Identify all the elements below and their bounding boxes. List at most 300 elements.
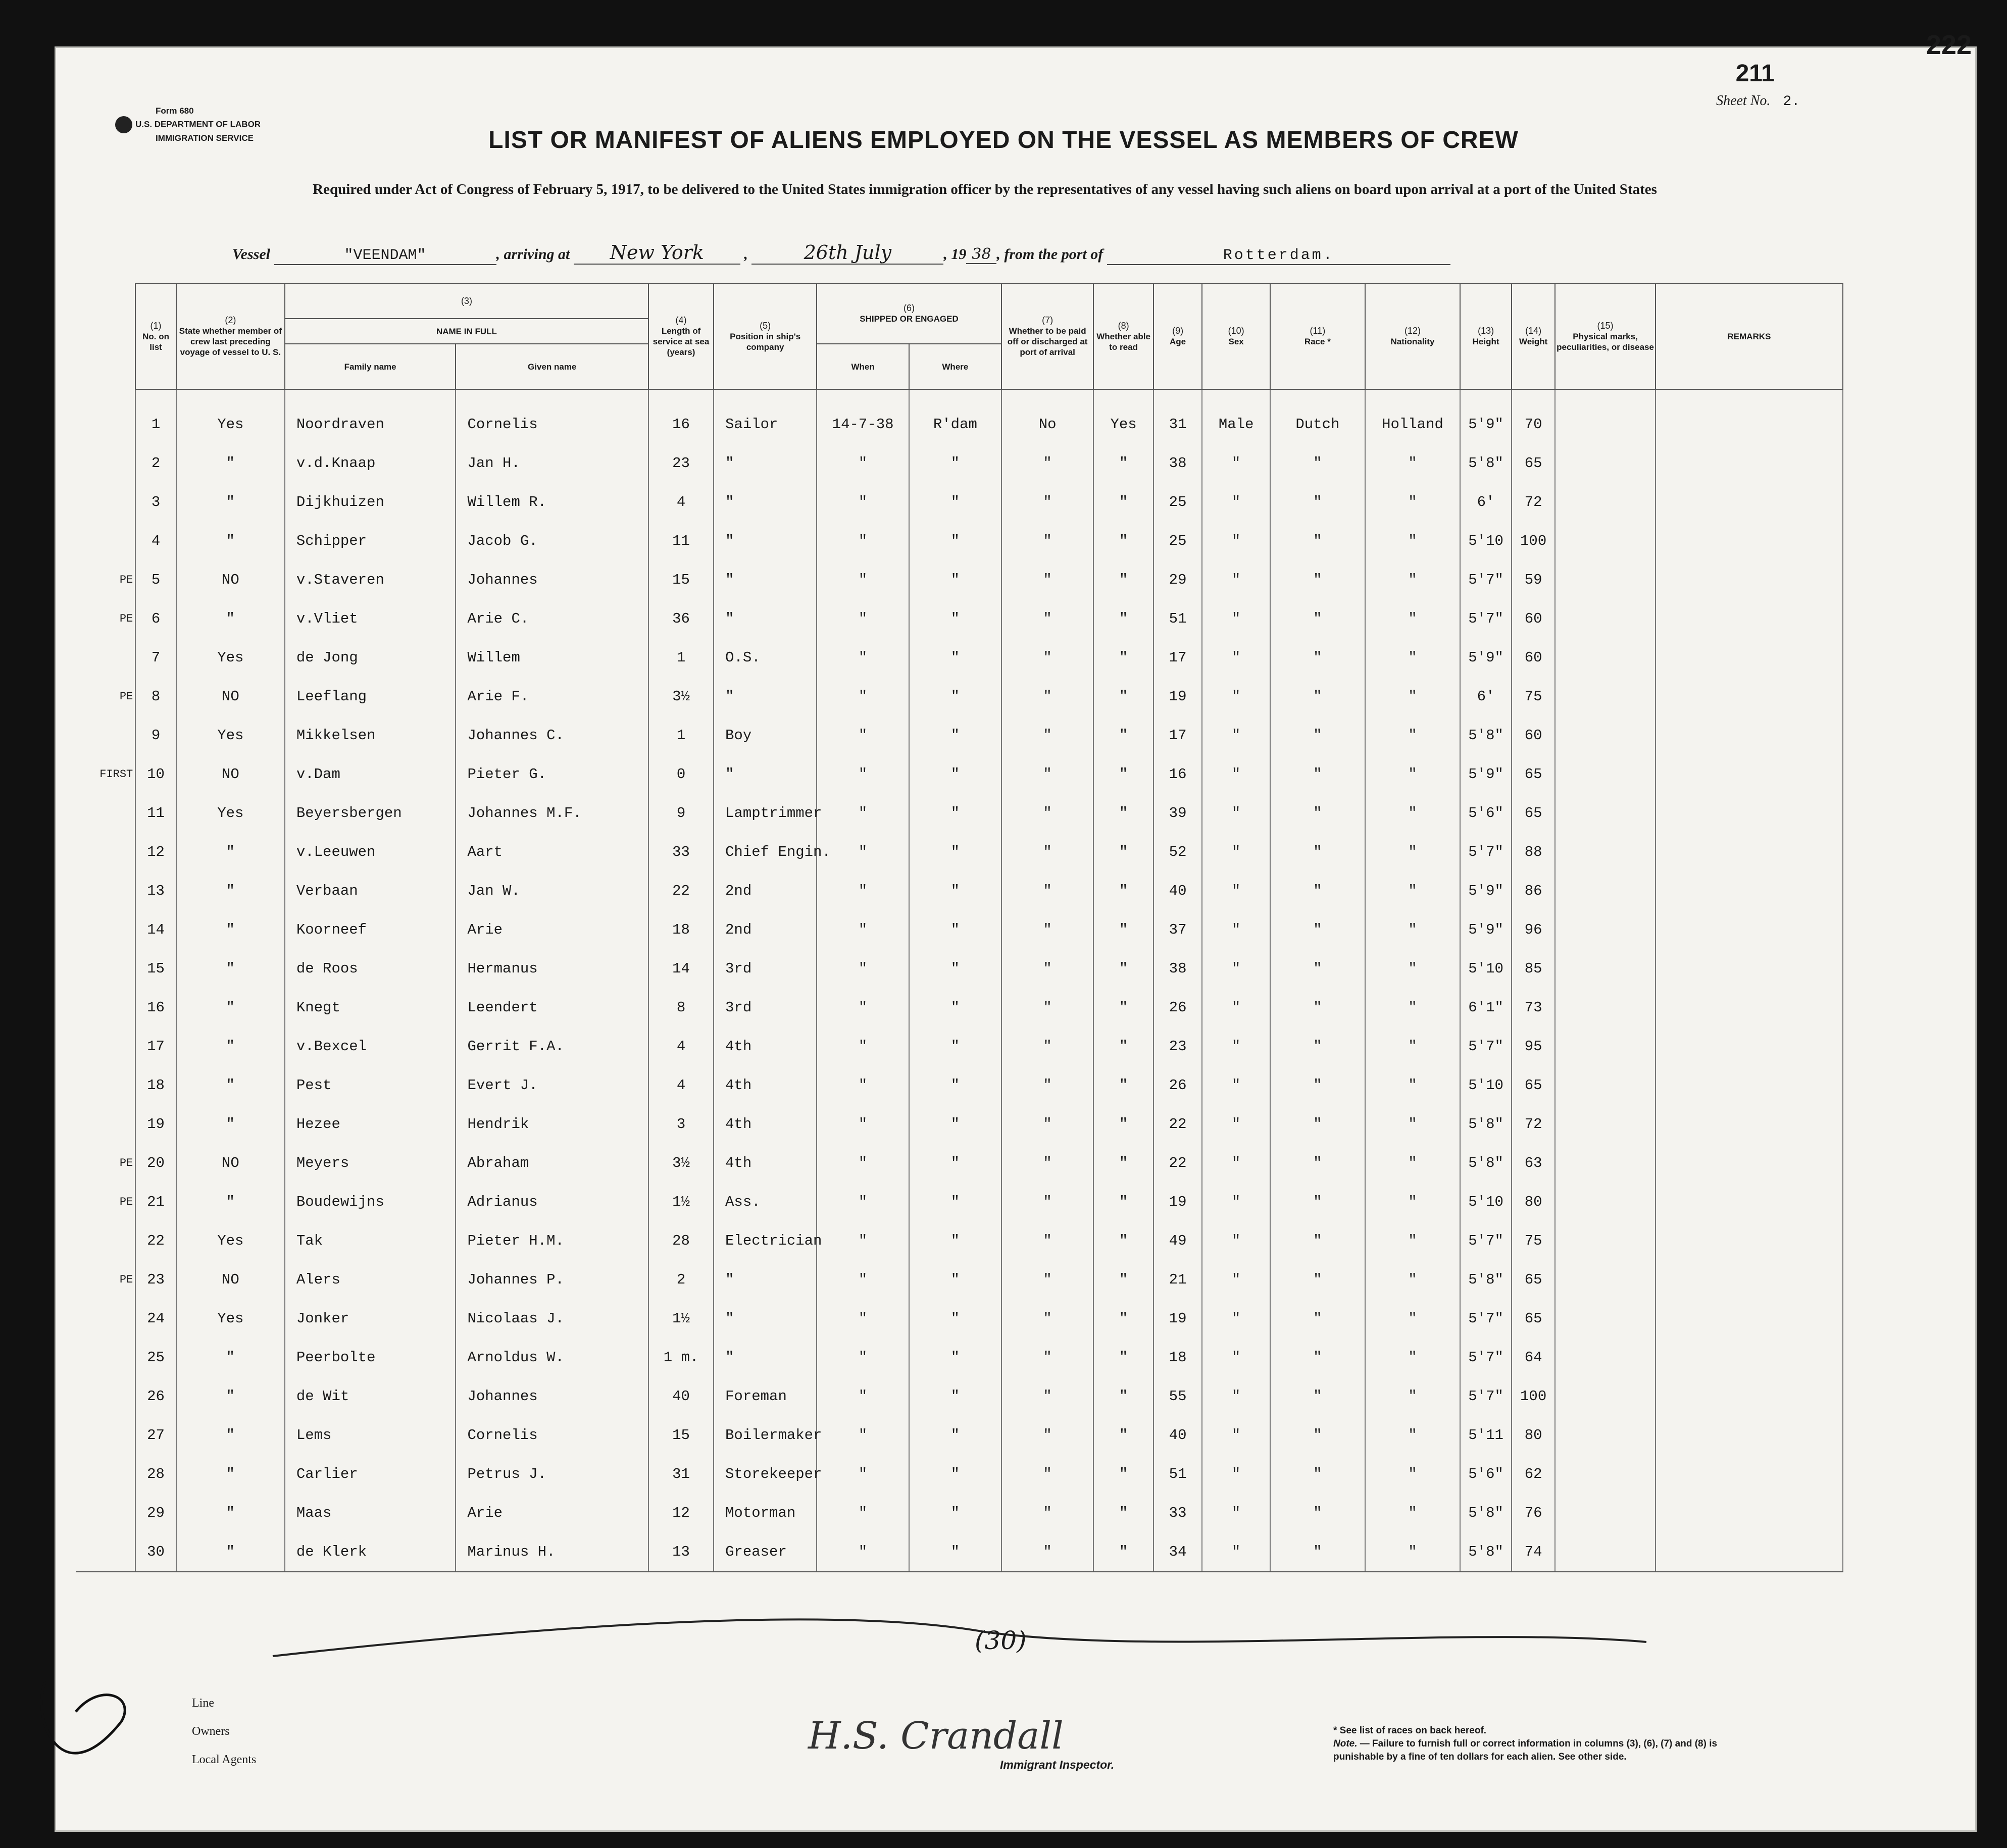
given-name-cell: Willem [456,638,648,677]
from-label: , from the port of [996,246,1103,263]
paid-off-cell: " [1001,483,1094,522]
row-number-cell: 7 [135,638,176,677]
position-cell: O.S. [714,638,817,677]
able-to-read-cell: " [1093,1221,1153,1260]
service-years-cell: 1½ [648,1299,714,1338]
sex-cell: " [1202,483,1270,522]
race-cell: " [1270,638,1365,677]
race-cell: " [1270,1183,1365,1221]
given-name-cell: Aart [456,833,648,871]
height-cell: 5'10 [1460,1183,1512,1221]
row-number-cell: 11 [135,794,176,833]
service-years-cell: 1½ [648,1183,714,1221]
service-years-cell: 4 [648,1066,714,1105]
shipped-when-cell: " [817,1221,909,1260]
shipped-where-cell: " [909,910,1001,949]
shipped-where-cell: " [909,1183,1001,1221]
sex-cell: " [1202,638,1270,677]
row-number-cell: 15 [135,949,176,988]
page-title: LIST OR MANIFEST OF ALIENS EMPLOYED ON THE VESSEL AS MEMBERS OF CREW [488,127,1519,153]
family-name-cell: Pest [285,1066,456,1105]
departure-port: Rotterdam. [1107,247,1450,265]
race-cell: " [1270,1416,1365,1455]
age-cell: 51 [1153,599,1202,638]
position-cell: Foreman [714,1377,817,1416]
race-cell: " [1270,1221,1365,1260]
able-to-read-cell: " [1093,1494,1153,1532]
race-cell: " [1270,1455,1365,1494]
able-to-read-cell: " [1093,755,1153,794]
shipped-where-cell: " [909,871,1001,910]
given-name-cell: Johannes C. [456,716,648,755]
sex-cell: " [1202,1532,1270,1572]
weight-cell: 76 [1512,1494,1555,1532]
weight-cell: 70 [1512,405,1555,444]
family-name-cell: Koorneef [285,910,456,949]
weight-cell: 65 [1512,755,1555,794]
weight-cell: 75 [1512,1221,1555,1260]
paid-off-cell: " [1001,444,1094,483]
remarks-header: REMARKS [1655,283,1843,389]
row-mark-cell: FIRST [76,755,135,794]
nationality-cell: " [1365,833,1460,871]
given-name-cell: Johannes M.F. [456,794,648,833]
race-cell: " [1270,1066,1365,1105]
age-cell: 22 [1153,1144,1202,1183]
age-cell: 17 [1153,716,1202,755]
able-to-read-cell: " [1093,483,1153,522]
row-number-cell: 6 [135,599,176,638]
year-prefix: , 19 [943,246,967,263]
service-years-cell: 3½ [648,677,714,716]
sex-cell: " [1202,1455,1270,1494]
inspector-label: Immigrant Inspector. [1000,1758,1115,1771]
nationality-cell: " [1365,1494,1460,1532]
family-name-cell: Carlier [285,1455,456,1494]
crew-total: (30) [975,1626,1027,1655]
height-cell: 6' [1460,483,1512,522]
row-number-cell: 4 [135,522,176,560]
position-cell: " [714,444,817,483]
nationality-cell: " [1365,794,1460,833]
weight-cell: 74 [1512,1532,1555,1572]
row-number-cell: 23 [135,1260,176,1299]
age-cell: 21 [1153,1260,1202,1299]
prior-voyage-cell: " [176,1416,285,1455]
shipped-when-cell: " [817,1455,909,1494]
nationality-cell: " [1365,1299,1460,1338]
nationality-cell: " [1365,599,1460,638]
race-cell: " [1270,794,1365,833]
shipped-when-cell: " [817,1416,909,1455]
nationality-cell: " [1365,910,1460,949]
shipped-when-cell: " [817,1027,909,1066]
weight-cell: 96 [1512,910,1555,949]
able-to-read-cell: " [1093,1532,1153,1572]
age-cell: 25 [1153,522,1202,560]
paid-off-cell: " [1001,1494,1094,1532]
age-cell: 26 [1153,988,1202,1027]
nationality-cell: " [1365,560,1460,599]
family-name-cell: Maas [285,1494,456,1532]
position-cell: Chief Engin. [714,833,817,871]
shipped-when-cell: " [817,794,909,833]
age-cell: 22 [1153,1105,1202,1144]
able-to-read-cell: " [1093,833,1153,871]
given-name-cell: Arie F. [456,677,648,716]
row-number-cell: 12 [135,833,176,871]
paid-off-cell: " [1001,910,1094,949]
race-cell: " [1270,755,1365,794]
family-name-cell: Knegt [285,988,456,1027]
height-cell: 5'6" [1460,1455,1512,1494]
position-cell: Storekeeper [714,1455,817,1494]
given-name-cell: Cornelis [456,1416,648,1455]
family-name-cell: v.d.Knaap [285,444,456,483]
sex-cell: " [1202,1416,1270,1455]
service-years-cell: 3 [648,1105,714,1144]
service-years-cell: 1 m. [648,1338,714,1377]
shipped-when-cell: " [817,833,909,871]
read-header: (8) Whether able to read [1093,283,1153,389]
paid-off-cell: " [1001,716,1094,755]
nationality-cell: " [1365,755,1460,794]
age-cell: 49 [1153,1221,1202,1260]
given-name-cell: Marinus H. [456,1532,648,1572]
shipped-where-cell: " [909,1260,1001,1299]
paid-off-cell: " [1001,1221,1094,1260]
height-cell: 5'8" [1460,444,1512,483]
weight-cell: 65 [1512,1299,1555,1338]
given-name-cell: Hendrik [456,1105,648,1144]
shipped-where-cell: " [909,1144,1001,1183]
race-cell: " [1270,1338,1365,1377]
given-name-cell: Nicolaas J. [456,1299,648,1338]
paid-off-cell: " [1001,794,1094,833]
age-cell: 18 [1153,1338,1202,1377]
able-to-read-cell: " [1093,1338,1153,1377]
able-to-read-cell: " [1093,716,1153,755]
height-cell: 5'7" [1460,560,1512,599]
shipped-where-cell: " [909,949,1001,988]
sex-cell: " [1202,1260,1270,1299]
weight-cell: 85 [1512,949,1555,988]
shipped-when-cell: 14-7-38 [817,405,909,444]
height-cell: 5'9" [1460,910,1512,949]
sex-cell: " [1202,871,1270,910]
position-cell: " [714,522,817,560]
physical-marks-header: (15) Physical marks, peculiarities, or disease [1555,283,1655,389]
race-cell: " [1270,949,1365,988]
given-name-cell: Johannes P. [456,1260,648,1299]
shipped-when-cell: " [817,755,909,794]
shipped-when-cell: " [817,638,909,677]
weight-cell: 62 [1512,1455,1555,1494]
prior-voyage-cell: Yes [176,794,285,833]
row-number-cell: 27 [135,1416,176,1455]
nationality-cell: " [1365,871,1460,910]
family-name-cell: de Wit [285,1377,456,1416]
row-mark-cell: PE [76,1183,135,1221]
crew-member-header: (2) State whether member of crew last preceding voyage of vessel to U. S. [176,283,285,389]
family-name-cell: de Jong [285,638,456,677]
row-number-cell: 3 [135,483,176,522]
race-cell: " [1270,1144,1365,1183]
note-label: Note. [1333,1738,1358,1749]
height-cell: 5'8" [1460,1532,1512,1572]
given-name-cell: Pieter H.M. [456,1221,648,1260]
prior-voyage-cell: " [176,444,285,483]
row-number-cell: 18 [135,1066,176,1105]
given-name-cell: Willem R. [456,483,648,522]
row-mark-cell: PE [76,1260,135,1299]
where-header: Where [909,344,1001,389]
inspector-signature: H.S. Crandall [808,1714,1064,1758]
given-name-cell: Jan H. [456,444,648,483]
given-name-cell: Arnoldus W. [456,1338,648,1377]
shipped-when-cell: " [817,1260,909,1299]
prior-voyage-cell: " [176,1183,285,1221]
sex-cell: " [1202,988,1270,1027]
row-mark-cell: PE [76,677,135,716]
prior-voyage-cell: " [176,522,285,560]
able-to-read-cell: " [1093,1105,1153,1144]
age-cell: 34 [1153,1532,1202,1572]
service-years-cell: 2 [648,1260,714,1299]
service-years-cell: 22 [648,871,714,910]
service-years-cell: 13 [648,1532,714,1572]
nationality-header: (12) Nationality [1365,283,1460,389]
sex-cell: " [1202,949,1270,988]
row-number-cell: 17 [135,1027,176,1066]
paid-off-cell: " [1001,1532,1094,1572]
paid-off-cell: " [1001,1183,1094,1221]
service-years-cell: 9 [648,794,714,833]
position-cell: " [714,1260,817,1299]
race-cell: " [1270,1532,1365,1572]
vessel-line: Vessel "VEENDAM" , arriving at New York , 26th July , 19 38 , from the port of Rotterdam. [232,241,1763,265]
service-years-cell: 18 [648,910,714,949]
service-years-cell: 11 [648,522,714,560]
shipped-when-cell: " [817,444,909,483]
family-name-cell: Peerbolte [285,1338,456,1377]
paid-off-cell: " [1001,599,1094,638]
sex-cell: " [1202,1299,1270,1338]
prior-voyage-cell: " [176,1338,285,1377]
shipped-header: (6) SHIPPED OR ENGAGED [817,283,1001,344]
able-to-read-cell: " [1093,794,1153,833]
able-to-read-cell: " [1093,1027,1153,1066]
able-to-read-cell: " [1093,1416,1153,1455]
age-cell: 17 [1153,638,1202,677]
age-cell: 29 [1153,560,1202,599]
name-in-full-header: NAME IN FULL [285,319,648,344]
weight-cell: 72 [1512,483,1555,522]
row-number-cell: 5 [135,560,176,599]
sex-cell: " [1202,910,1270,949]
weight-cell: 65 [1512,794,1555,833]
family-name-cell: v.Vliet [285,599,456,638]
service-years-cell: 4 [648,483,714,522]
position-cell: 3rd [714,949,817,988]
height-cell: 5'7" [1460,1027,1512,1066]
able-to-read-cell: " [1093,910,1153,949]
given-name-cell: Abraham [456,1144,648,1183]
sheet-value: 2. [1783,94,1800,110]
star-note: * See list of races on back hereof. [1333,1725,1487,1736]
shipped-when-cell: " [817,871,909,910]
race-cell: " [1270,1260,1365,1299]
weight-cell: 60 [1512,638,1555,677]
race-cell: Dutch [1270,405,1365,444]
prior-voyage-cell: " [176,871,285,910]
nationality-cell: " [1365,483,1460,522]
family-name-cell: Alers [285,1260,456,1299]
paid-off-cell: " [1001,638,1094,677]
shipped-when-cell: " [817,1066,909,1105]
height-cell: 5'7" [1460,833,1512,871]
age-cell: 16 [1153,755,1202,794]
sex-cell: " [1202,599,1270,638]
weight-cell: 65 [1512,1260,1555,1299]
race-cell: " [1270,1027,1365,1066]
age-cell: 33 [1153,1494,1202,1532]
weight-cell: 80 [1512,1183,1555,1221]
prior-voyage-cell: Yes [176,716,285,755]
prior-voyage-cell: " [176,1377,285,1416]
paid-off-cell: " [1001,522,1094,560]
height-header: (13) Height [1460,283,1512,389]
able-to-read-cell: " [1093,444,1153,483]
age-cell: 37 [1153,910,1202,949]
given-name-cell: Arie [456,910,648,949]
position-cell: Greaser [714,1532,817,1572]
service-years-cell: 16 [648,405,714,444]
sex-cell: " [1202,833,1270,871]
weight-cell: 86 [1512,871,1555,910]
row-mark-cell: PE [76,560,135,599]
race-cell: " [1270,483,1365,522]
height-cell: 5'9" [1460,405,1512,444]
prior-voyage-cell: " [176,910,285,949]
prior-voyage-cell: Yes [176,1299,285,1338]
shipped-when-cell: " [817,483,909,522]
position-cell: Lamptrimmer [714,794,817,833]
sex-cell: " [1202,1144,1270,1183]
service-years-cell: 14 [648,949,714,988]
nationality-cell: " [1365,1221,1460,1260]
sheet-label: Sheet No. [1716,93,1771,109]
family-name-cell: v.Bexcel [285,1027,456,1066]
height-cell: 5'9" [1460,755,1512,794]
sex-cell: " [1202,1221,1270,1260]
sex-cell: " [1202,1066,1270,1105]
shipped-where-cell: " [909,1455,1001,1494]
weight-cell: 75 [1512,677,1555,716]
prior-voyage-cell: " [176,833,285,871]
nationality-cell: " [1365,1027,1460,1066]
race-cell: " [1270,910,1365,949]
family-name-cell: Hezee [285,1105,456,1144]
position-cell: " [714,1299,817,1338]
sex-cell: " [1202,716,1270,755]
nationality-cell: " [1365,988,1460,1027]
race-cell: " [1270,1377,1365,1416]
shipped-when-cell: " [817,1144,909,1183]
paid-off-cell: " [1001,1066,1094,1105]
prior-voyage-cell: " [176,1066,285,1105]
family-name-cell: Boudewijns [285,1183,456,1221]
paid-off-cell: " [1001,1377,1094,1416]
prior-voyage-cell: NO [176,1144,285,1183]
height-cell: 5'7" [1460,1299,1512,1338]
family-name-cell: Lems [285,1416,456,1455]
shipped-where-cell: " [909,716,1001,755]
sex-cell: " [1202,755,1270,794]
shipped-when-cell: " [817,949,909,988]
nationality-cell: " [1365,949,1460,988]
age-cell: 26 [1153,1066,1202,1105]
shipped-where-cell: " [909,988,1001,1027]
height-cell: 5'9" [1460,638,1512,677]
given-name-cell: Arie C. [456,599,648,638]
shipped-where-cell: " [909,677,1001,716]
shipped-where-cell: " [909,1027,1001,1066]
paid-off-cell: " [1001,1144,1094,1183]
race-cell: " [1270,871,1365,910]
name-header: (3) [285,283,648,319]
weight-cell: 65 [1512,444,1555,483]
prior-voyage-cell: " [176,949,285,988]
nationality-cell: " [1365,1416,1460,1455]
able-to-read-cell: " [1093,1144,1153,1183]
weight-cell: 60 [1512,599,1555,638]
family-name-cell: de Klerk [285,1532,456,1572]
shipped-where-cell: " [909,522,1001,560]
paid-off-cell: " [1001,677,1094,716]
shipped-where-cell: " [909,1494,1001,1532]
position-cell: 4th [714,1144,817,1183]
able-to-read-cell: " [1093,677,1153,716]
nationality-cell: " [1365,1455,1460,1494]
able-to-read-cell: " [1093,1260,1153,1299]
service-years-cell: 40 [648,1377,714,1416]
shipped-where-cell: " [909,794,1001,833]
given-name-cell: Johannes [456,1377,648,1416]
paid-off-cell: " [1001,1416,1094,1455]
prior-voyage-cell: NO [176,677,285,716]
shipped-when-cell: " [817,1299,909,1338]
shipped-when-cell: " [817,1494,909,1532]
sex-cell: " [1202,677,1270,716]
row-number-cell: 24 [135,1299,176,1338]
sex-cell: " [1202,560,1270,599]
no-header: (1) No. on list [135,283,176,389]
paid-off-cell: " [1001,1455,1094,1494]
position-header: (5) Position in ship's company [714,283,817,389]
paid-off-cell: No [1001,405,1094,444]
race-cell: " [1270,599,1365,638]
nationality-cell: " [1365,1105,1460,1144]
age-cell: 19 [1153,1299,1202,1338]
paid-off-cell: " [1001,560,1094,599]
position-cell: 4th [714,1066,817,1105]
prior-voyage-cell: NO [176,1260,285,1299]
height-cell: 5'11 [1460,1416,1512,1455]
family-name-cell: Beyersbergen [285,794,456,833]
family-name-cell: Noordraven [285,405,456,444]
height-cell: 5'10 [1460,949,1512,988]
